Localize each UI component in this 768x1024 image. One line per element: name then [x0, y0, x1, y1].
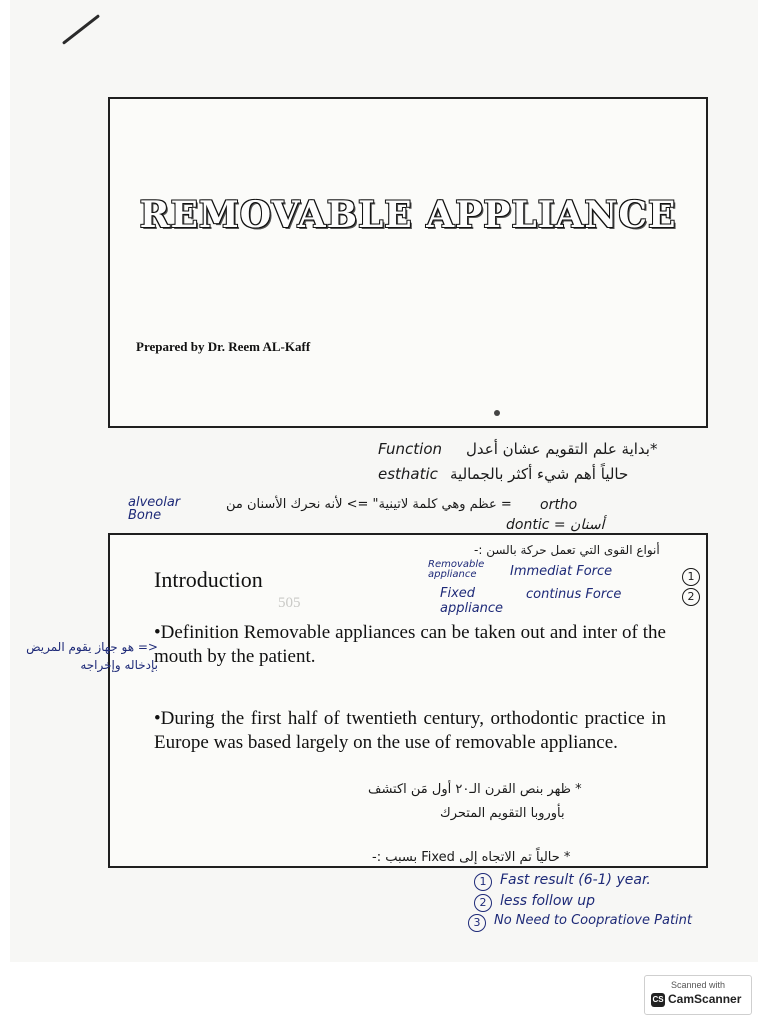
circled-reason-3 — [468, 914, 486, 932]
intro-heading: Introduction — [154, 567, 263, 592]
camscanner-badge — [644, 975, 752, 1015]
camscanner-brand: CamScanner — [668, 992, 742, 1006]
reason-2: less follow up — [500, 893, 596, 909]
scanned-with-text: Scanned with — [670, 980, 726, 990]
note-ortho: ortho — [540, 497, 578, 513]
note-alveolar: alveolar Bone — [128, 495, 181, 523]
reason-number: 3 — [473, 916, 481, 929]
note-fixed-label: Fixed appliance — [440, 586, 504, 616]
note-removable-label: Removable appliance — [428, 559, 485, 580]
note-left-margin: <= هو جهاز يقوم المريض بإدخاله وإخراجه — [26, 640, 158, 672]
note-continuous-force: continus Force — [526, 587, 622, 602]
note-immediate-force: Immediat Force — [510, 564, 613, 579]
camscanner-logo-icon: CS — [651, 993, 665, 1007]
note-function: Function — [378, 440, 443, 458]
dot-mark — [494, 410, 500, 416]
note-line2-ar: حالياً أهم شيء أكثر بالجمالية — [450, 465, 629, 483]
note-fixed-line: * حالياً تم الاتجاه إلى Fixed بسبب :- — [372, 850, 571, 865]
circled-reason-2 — [474, 894, 492, 912]
bullet-definition: •Definition Removable appliances can be taken out and inter of the mouth by the patient. — [154, 622, 666, 667]
reason-number: 2 — [479, 896, 487, 909]
slide-title — [108, 97, 708, 428]
note-bottom-ar2: بأوروبا التقويم المتحرك — [440, 806, 565, 821]
slide-introduction — [108, 533, 708, 868]
circled-reason-1 — [474, 873, 492, 891]
note-esthatic: esthatic — [378, 465, 438, 483]
bleed-through-text — [278, 595, 301, 612]
reason-3: No Need to Coopratiove Patint — [494, 913, 692, 928]
note-line3-eq: = عظم وهي كلمة لاتينية" => لأنه نحرك الأسنان من — [226, 497, 512, 512]
ghost-number: 505 — [278, 595, 301, 611]
reason-number: 1 — [479, 875, 487, 888]
prepared-by: Prepared by Dr. Reem AL-Kaff — [136, 339, 311, 354]
note-bottom-ar1: * ظهر بنص القرن الـ٢٠ أول مَن اكتشف — [368, 782, 582, 797]
circled-number-2: 2 — [682, 588, 700, 606]
slide-title-text: REMOVABLE APPLIANCE — [139, 194, 677, 236]
bullet-history: •During the first half of twentieth century, orthodontic practice in Europe was based largely on the use of removable appliance. — [154, 708, 666, 753]
note-dontic: dontic = أسنان — [506, 517, 605, 533]
circled-number-1: 1 — [682, 568, 700, 586]
note-line1-ar: *بداية علم التقويم عشان أعدل — [466, 440, 658, 458]
note-forces-ar: أنواع القوى التي تعمل حركة بالسن :- — [474, 543, 660, 557]
reason-1: Fast result (6-1) year. — [500, 872, 651, 888]
